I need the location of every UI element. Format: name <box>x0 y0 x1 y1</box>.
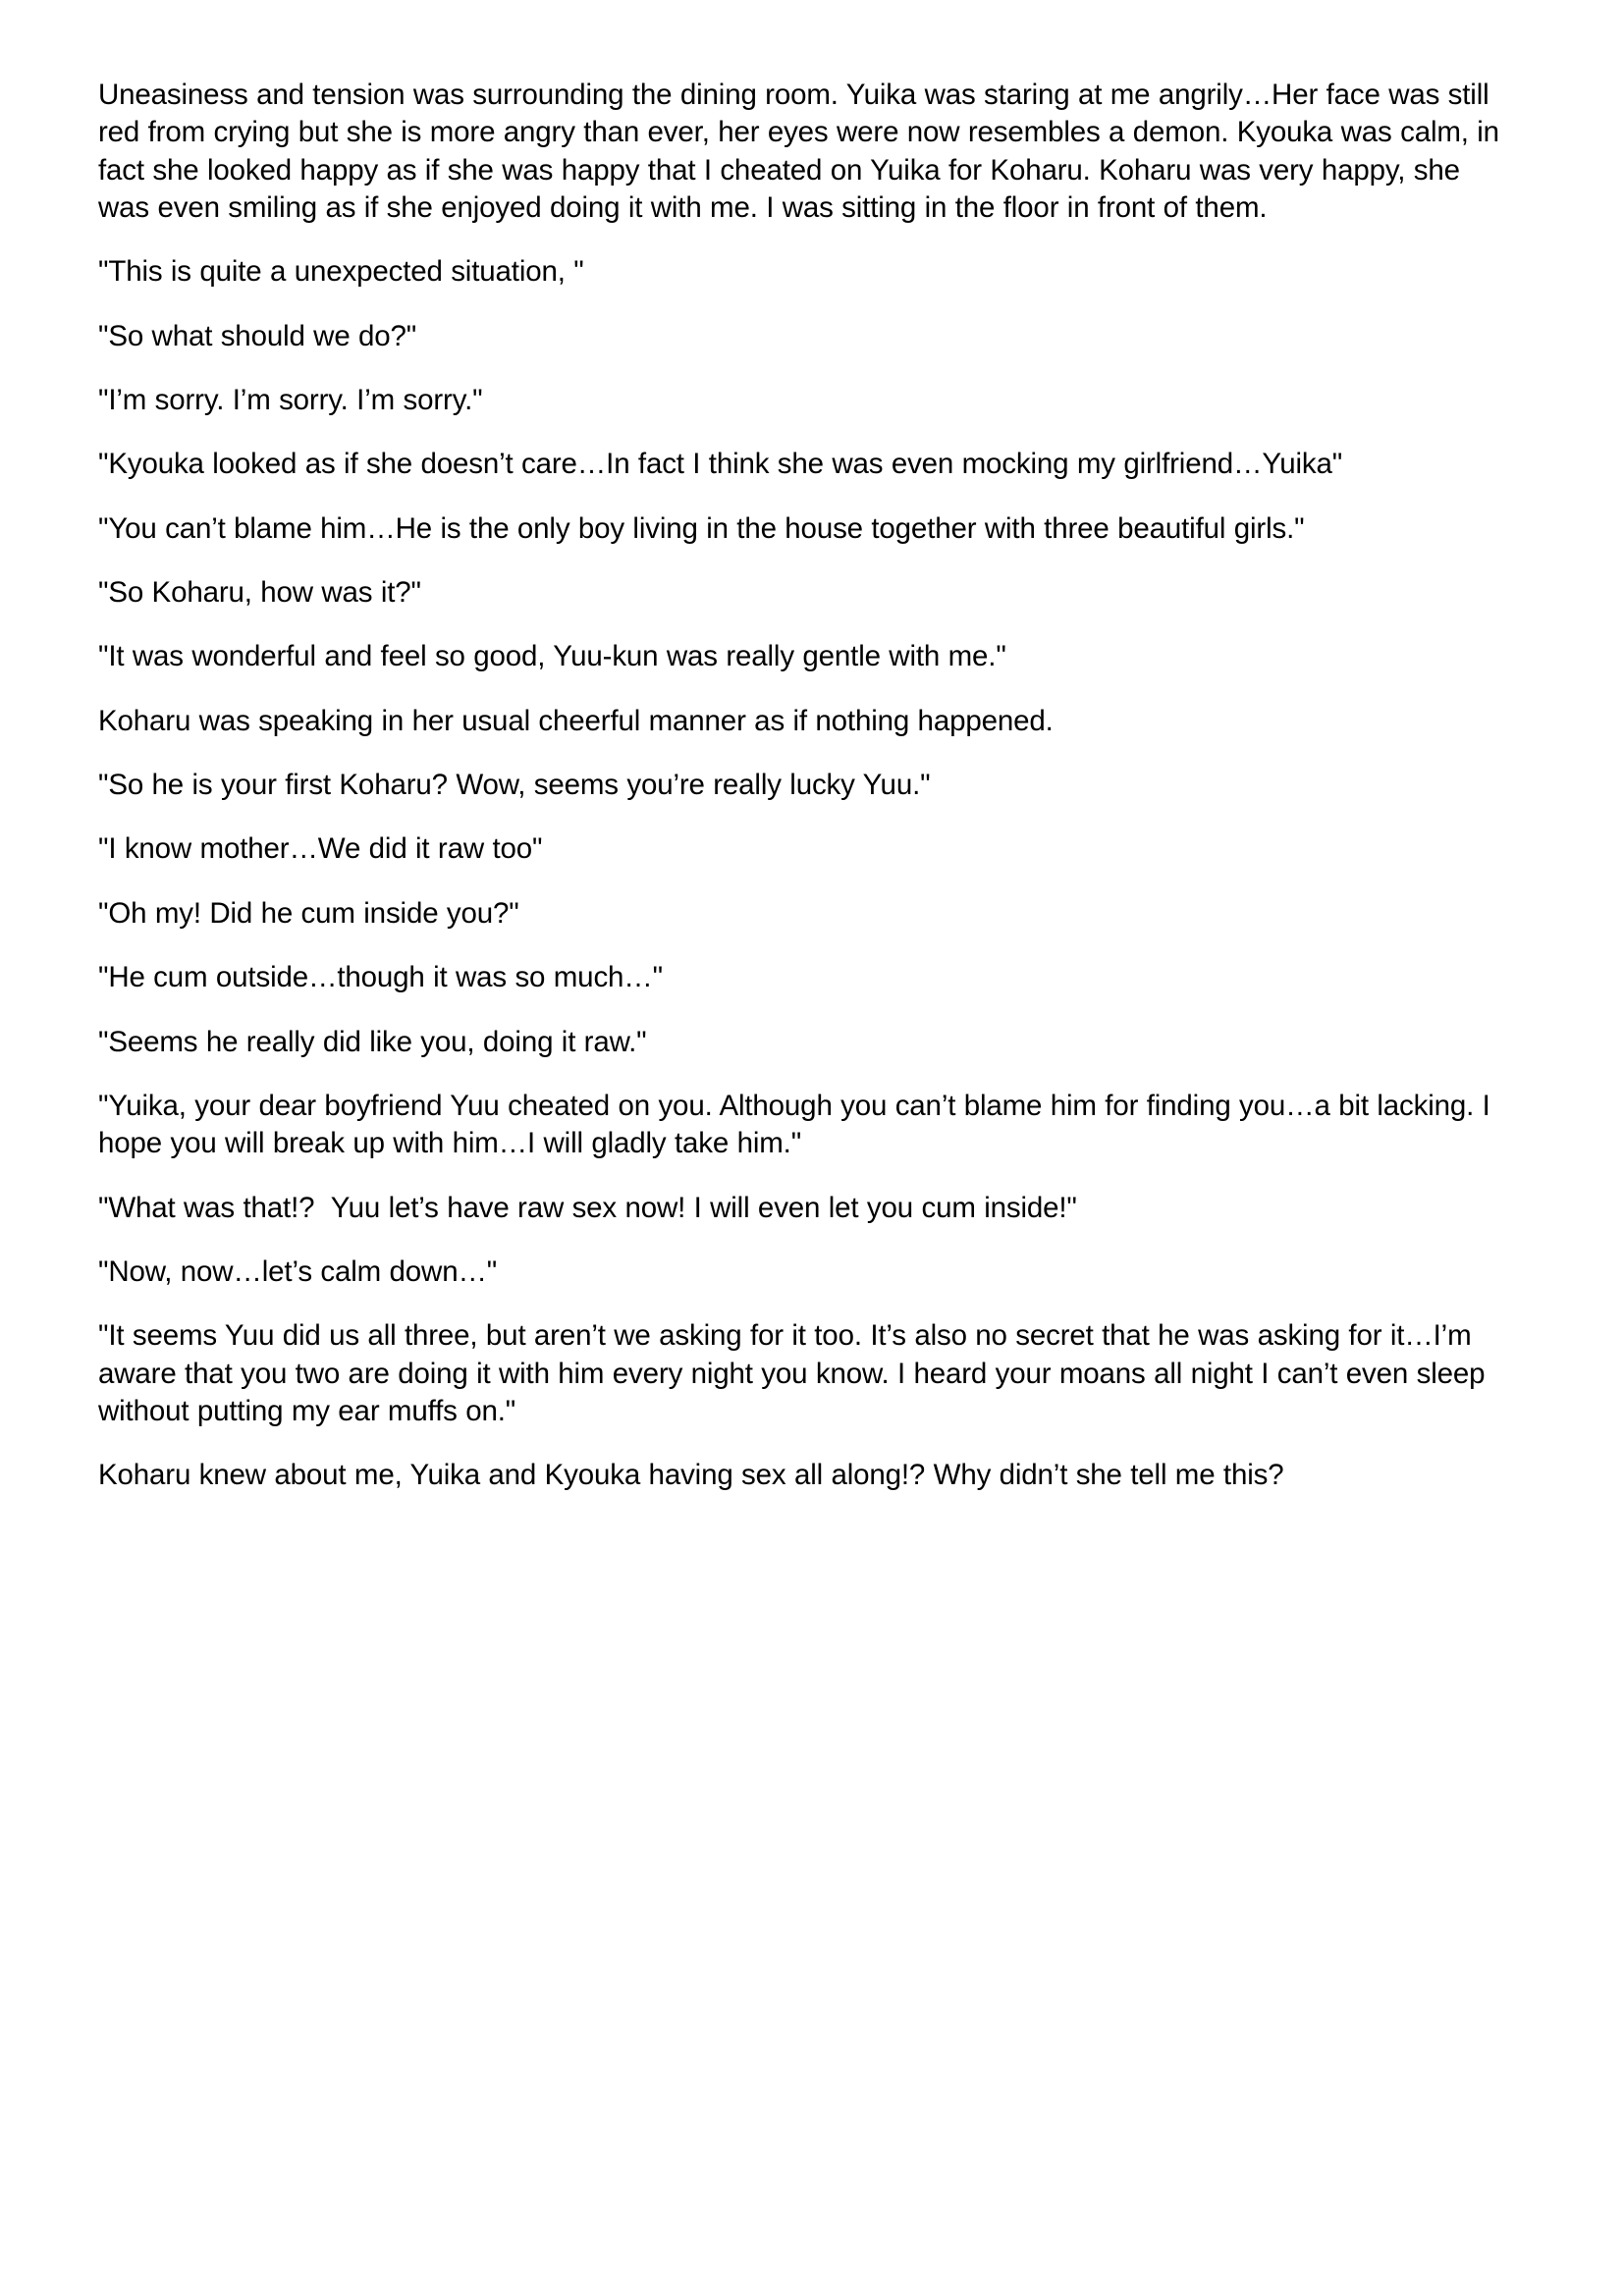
paragraph: "It seems Yuu did us all three, but aren’t we asking for it too. It’s also no secret that he was asking for it…I’m aware that you two are doing it with him every night you know. I heard your moans all night I can’t even sleep without putting my ear muffs on." <box>98 1319 1493 1427</box>
paragraph: "Yuika, your dear boyfriend Yuu cheated on you. Although you can’t blame him for finding you…a bit lacking. I hope you will break up with him…I will gladly take him." <box>98 1089 1499 1160</box>
paragraph: "So he is your first Koharu? Wow, seems you’re really lucky Yuu." <box>98 769 931 802</box>
paragraph: "So what should we do?" <box>98 319 417 352</box>
paragraph: "You can’t blame him…He is the only boy living in the house together with three beautiful girls." <box>98 511 1305 545</box>
paragraph: "He cum outside…though it was so much…" <box>98 961 663 994</box>
paragraph: Koharu knew about me, Yuika and Kyouka having sex all along!? Why didn’t she tell me this? <box>98 1459 1284 1492</box>
document-body <box>98 77 1512 1495</box>
paragraph: "It was wonderful and feel so good, Yuu-kun was really gentle with me." <box>98 640 1006 673</box>
paragraph: "Oh my! Did he cum inside you?" <box>98 896 519 930</box>
paragraph: "I know mother…We did it raw too" <box>98 832 543 866</box>
paragraph: "Kyouka looked as if she doesn’t care…In fact I think she was even mocking my girlfriend…Yuika" <box>98 448 1343 481</box>
paragraph: "So Koharu, how was it?" <box>98 576 421 610</box>
paragraph: "Seems he really did like you, doing it raw." <box>98 1025 647 1058</box>
paragraph: Koharu was speaking in her usual cheerful manner as if nothing happened. <box>98 704 1054 737</box>
paragraph: Uneasiness and tension was surrounding the dining room. Yuika was staring at me angrily…Her face was still red from crying but she is more angry than ever, her eyes were now resembles a demon. Kyouka was calm, in fact she looked happy as if she was happy that I cheated on Yuika for Koharu. Koharu was very happy, she was even smiling as if she enjoyed doing it with me. I was sitting in the floor in front of them. <box>98 79 1508 225</box>
paragraph: "This is quite a unexpected situation, " <box>98 255 584 289</box>
paragraph: "I’m sorry. I’m sorry. I’m sorry." <box>98 384 483 417</box>
paragraph: "Now, now…let’s calm down…" <box>98 1255 498 1288</box>
paragraph: "What was that!? Yuu let’s have raw sex now! I will even let you cum inside!" <box>98 1191 1077 1224</box>
